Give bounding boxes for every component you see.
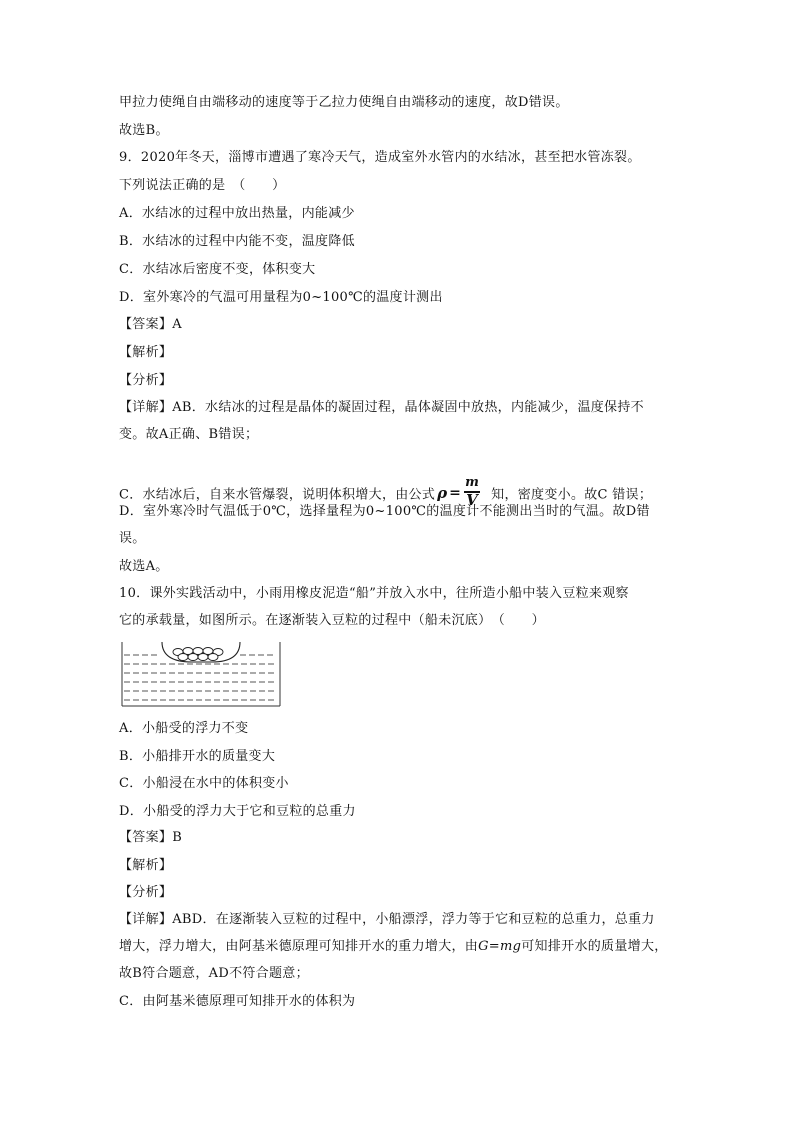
analysis-label: 【分析】 bbox=[119, 885, 173, 900]
answer-label: 【答案】A bbox=[119, 317, 182, 332]
option-b: B．小船排开水的质量变大 bbox=[119, 749, 276, 764]
option-c: C．小船浸在水中的体积变小 bbox=[119, 776, 289, 791]
detail-text bbox=[119, 938, 668, 956]
analysis-label: 【分析】 bbox=[119, 373, 173, 388]
formula-equals: = bbox=[449, 485, 462, 501]
question-10-stem: 它的承载量，如图所示。在逐渐装入豆粒的过程中（船未沉底） （ ） bbox=[119, 613, 545, 628]
option-d: D．室外寒冷的气温可用量程为0~100℃的温度计测出 bbox=[119, 290, 443, 305]
gmg-after: 可知排开水的质量增大， bbox=[521, 939, 668, 954]
detail-text: 【详解】ABD．在逐渐装入豆粒的过程中，小船漂浮，浮力等于它和豆粒的总重力，总重力 bbox=[119, 912, 655, 927]
beans bbox=[173, 648, 223, 661]
gmg-before: 增大，浮力增大，由阿基米德原理可知排开水的重力增大，由 bbox=[119, 939, 479, 954]
answer-label: 【答案】B bbox=[119, 830, 183, 845]
analysis-label: 【解析】 bbox=[119, 345, 173, 360]
option-a: A．小船受的浮力不变 bbox=[119, 721, 249, 736]
detail-text: 误。 bbox=[119, 531, 146, 546]
option-d: D．小船受的浮力大于它和豆粒的总重力 bbox=[119, 804, 356, 819]
formula-denominator: V bbox=[466, 491, 479, 509]
boat-in-water-figure bbox=[120, 640, 282, 708]
detail-text: 【详解】AB．水结冰的过程是晶体的凝固过程，晶体凝固中放热，内能减少，温度保持不 bbox=[119, 400, 644, 415]
option-a: A．水结冰的过程中放出热量，内能减少 bbox=[119, 206, 355, 221]
text-line: 故选A。 bbox=[119, 559, 169, 574]
formula-after: 知，密度变小。故C 错误； bbox=[491, 487, 653, 503]
gmg-formula: G=mg bbox=[478, 939, 522, 954]
detail-text: 故B符合题意，AD不符合题意； bbox=[119, 966, 309, 981]
analysis-label: 【解析】 bbox=[119, 858, 173, 873]
formula-rho: ρ bbox=[437, 484, 448, 502]
option-c: C．水结冰后密度不变，体积变大 bbox=[119, 262, 316, 277]
question-10-stem: 10．课外实践活动中，小雨用橡皮泥造“船”并放入水中，往所造小船中装入豆粒来观察 bbox=[119, 586, 629, 601]
detail-text: 变。故A正确、B错误； bbox=[119, 427, 259, 442]
question-9-stem: 下列说法正确的是 （ ） bbox=[119, 178, 286, 193]
text-line: 甲拉力使绳自由端移动的速度等于乙拉力使绳自由端移动的速度，故D错误。 bbox=[119, 95, 569, 110]
question-9-stem: 9．2020年冬天，淄博市遭遇了寒冷天气，造成室外水管内的水结冰，甚至把水管冻裂。 bbox=[119, 150, 641, 165]
text-line: 故选B。 bbox=[119, 123, 169, 138]
formula-numerator: m bbox=[465, 475, 480, 490]
detail-text: C．由阿基米德原理可知排开水的体积为 bbox=[119, 994, 356, 1009]
option-b: B．水结冰的过程中内能不变，温度降低 bbox=[119, 234, 355, 249]
formula-before: C．水结冰后，自来水管爆裂，说明体积增大，由公式 bbox=[119, 487, 436, 503]
detail-text: D．室外寒冷时气温低于0℃，选择量程为0~100℃的温度计不能测出当时的气温。故D错 bbox=[119, 504, 650, 519]
